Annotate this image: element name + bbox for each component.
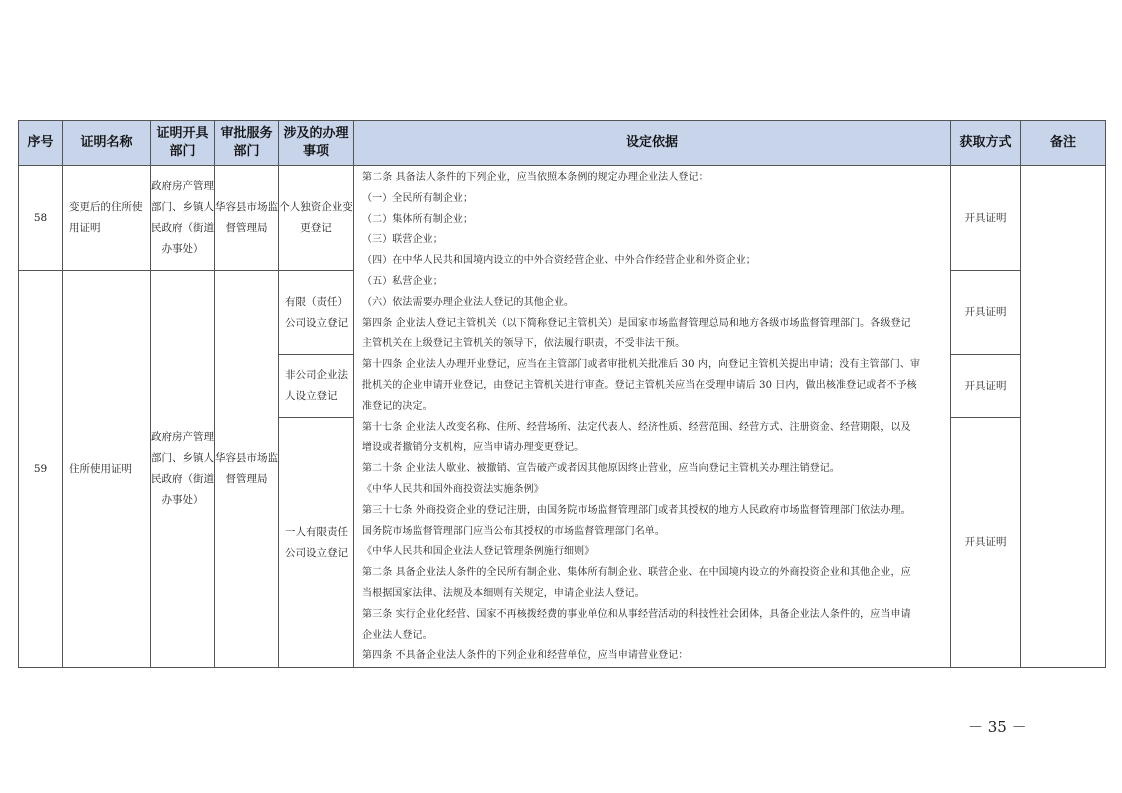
row-matter: 非公司企业法人设立登记 [279,355,354,418]
row-method: 开具证明 [951,166,1021,271]
basis-line: 当根据国家法律、法规及本细则有关规定，申请企业法人登记。 [362,587,645,599]
row-issuer: 政府房产管理部门、乡镇人民政府（街道办事处） [151,271,215,668]
table-header-row [19,121,1106,166]
basis-line: 企业法人登记。 [362,629,433,641]
basis-line: 第二十条 企业法人歇业、被撤销、宣告破产或者因其他原因终止营业，应当向登记主管机关办理注销登记。 [362,463,840,475]
row-name: 住所使用证明 [63,271,151,668]
basis-line: 《中华人民共和国企业法人登记管理条例施行细则》 [362,546,595,558]
basis-line: 第四条 不具备企业法人条件的下列企业和经营单位，应当申请营业登记： [362,650,689,662]
basis-line: 准登记的决定。 [362,400,433,412]
basis-line: 第二条 具备企业法人条件的全民所有制企业、集体所有制企业、联营企业、在中国境内设立的外商投资企业和其他企业，应 [362,567,911,579]
basis-line: 第十七条 企业法人改变名称、住所、经营场所、法定代表人、经济性质、经营范围、经营方式、注册资金、经营期限，以及 [362,421,911,433]
header-basis: 设定依据 [354,121,951,166]
basis-line: 《中华人民共和国外商投资法实施条例》 [362,483,544,495]
basis-line: 第三条 实行企业化经营、国家不再核拨经费的事业单位和从事经营活动的科技性社会团体，具备企业法人条件的，应当申请 [362,608,911,620]
basis-line: （五）私营企业； [362,275,443,287]
certificate-table [18,120,1106,668]
header-matters: 涉及的办理事项 [279,121,354,166]
page-number: － 35 － [968,718,1027,736]
basis-line: （三）联营企业； [362,234,443,246]
header-issuer: 证明开具部门 [151,121,215,166]
row-name: 变更后的住所使用证明 [63,166,151,271]
basis-line: （一）全民所有制企业； [362,192,474,204]
basis-line: 第三十七条 外商投资企业的登记注册，由国务院市场监督管理部门或者其授权的地方人民政府市场监督管理部门依法办理。 [362,504,911,516]
basis-line: （四）在中华人民共和国境内设立的中外合资经营企业、中外合作经营企业和外资企业； [362,255,756,267]
header-method: 获取方式 [951,121,1021,166]
basis-line: 主管机关在上级登记主管机关的领导下，依法履行职责，不受非法干预。 [362,338,686,350]
basis-text [354,166,951,668]
header-seq: 序号 [19,121,63,166]
row-method: 开具证明 [951,418,1021,668]
basis-line: 第四条 企业法人登记主管机关（以下简称登记主管机关）是国家市场监督管理总局和地方各级市场监督管理部门。各级登记 [362,317,911,329]
header-name: 证明名称 [63,121,151,166]
row-method: 开具证明 [951,271,1021,355]
row-seq: 59 [19,271,63,668]
row-approver: 华容县市场监督管理局 [215,166,279,271]
table-row [19,166,1106,271]
basis-line: 国务院市场监督管理部门应当公布其授权的市场监督管理部门名单。 [362,525,665,537]
basis-line: （二）集体所有制企业； [362,213,474,225]
basis-line: 第十四条 企业法人办理开业登记，应当在主管部门或者审批机关批准后 30 内，向登记主管机关提出申请；没有主管部门、审 [362,359,921,371]
remark-cell [1021,166,1106,668]
basis-line: 增设或者撤销分支机构，应当申请办理变更登记。 [362,442,585,454]
row-seq: 58 [19,166,63,271]
header-approver: 审批服务部门 [215,121,279,166]
row-matter: 有限（责任）公司设立登记 [279,271,354,355]
basis-line: （六）依法需要办理企业法人登记的其他企业。 [362,296,575,308]
basis-line: 第二条 具备法人条件的下列企业，应当依照本条例的规定办理企业法人登记： [362,172,709,183]
row-matter: 个人独资企业变更登记 [279,166,354,271]
header-remark: 备注 [1021,121,1106,166]
basis-line: 批机关的企业申请开业登记，由登记主管机关进行审查。登记主管机关应当在受理申请后 30 日内，做出核准登记或者不予核 [362,379,917,391]
row-issuer: 政府房产管理部门、乡镇人民政府（街道办事处） [151,166,215,271]
row-method: 开具证明 [951,355,1021,418]
row-approver: 华容县市场监督管理局 [215,271,279,668]
row-matter: 一人有限责任公司设立登记 [279,418,354,668]
